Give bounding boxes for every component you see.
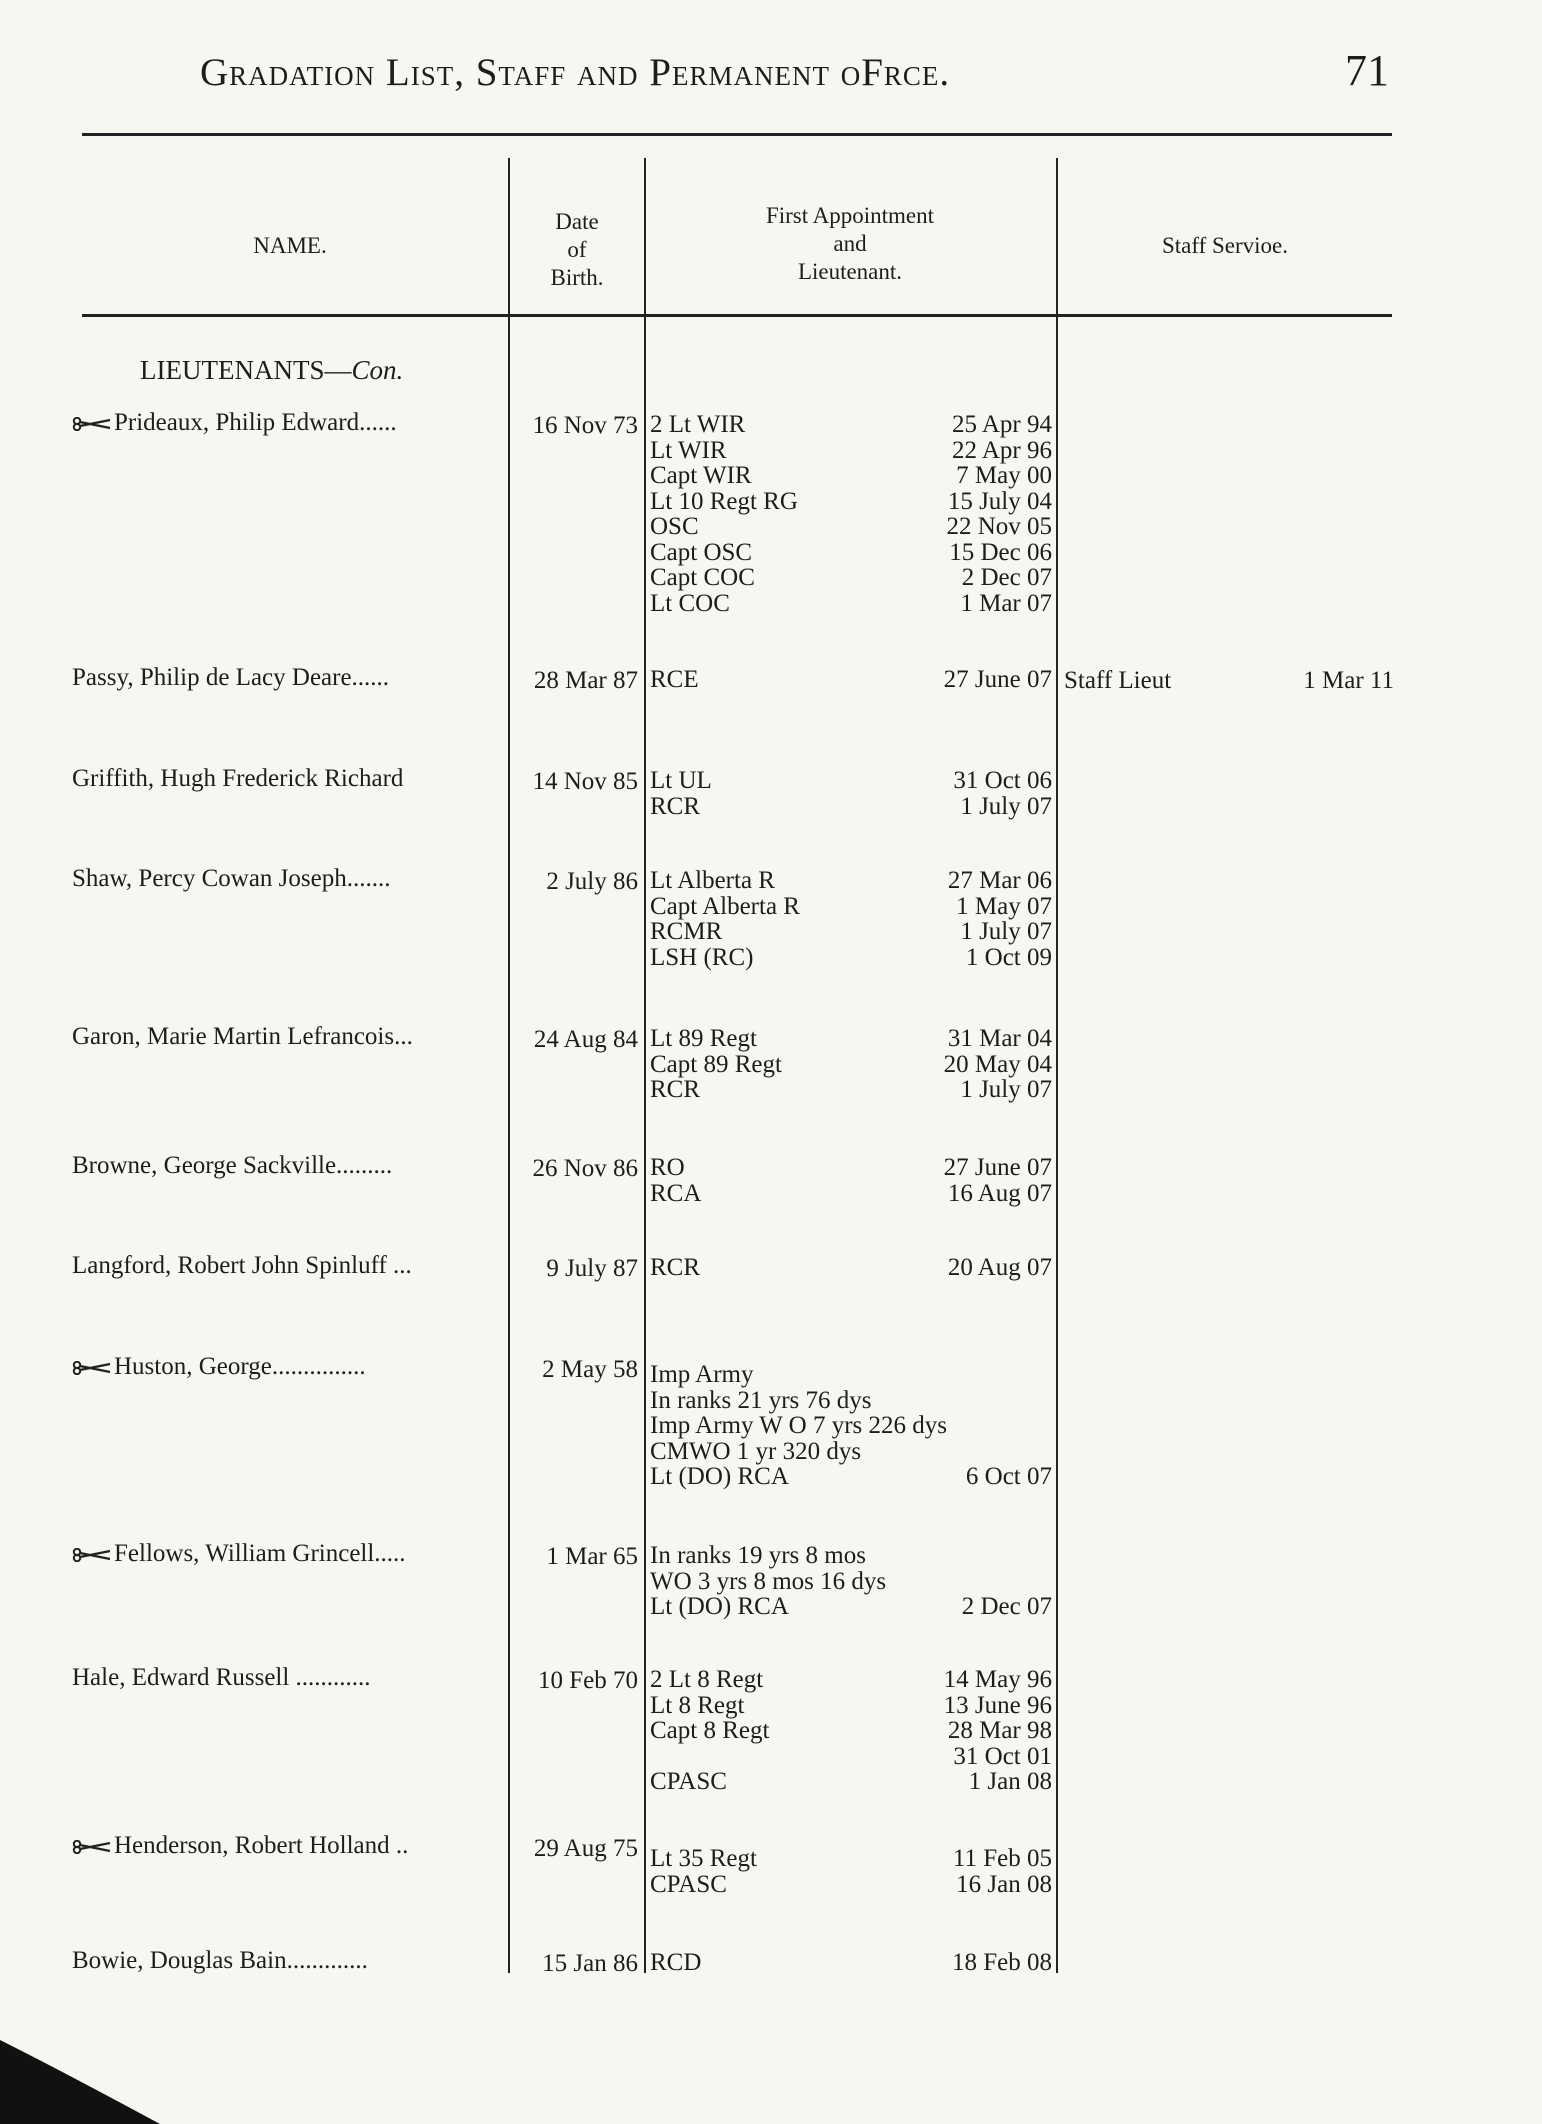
- appointment-title: Lt Alberta R: [650, 867, 775, 894]
- officer-name: [72, 1947, 502, 1975]
- appointment-date: 13 June 96: [943, 1691, 1052, 1719]
- appointment-title: In ranks 19 yrs 8 mos: [650, 1542, 866, 1569]
- appointment-entry: [650, 1077, 1052, 1103]
- appointment-entry: [650, 489, 1052, 515]
- officer-name-text: Henderson, Robert Holland ..: [114, 1832, 409, 1859]
- appointment-date: 1 Mar 07: [960, 589, 1052, 617]
- appointment-date: 7 May 00: [956, 462, 1052, 489]
- appointment-title: Lt 10 Regt RG: [650, 487, 798, 515]
- appointment-title: CPASC: [650, 1870, 727, 1898]
- dob-header-line: Date: [555, 209, 599, 234]
- appointment-list: [650, 1543, 1052, 1620]
- appointment-entry: [650, 591, 1052, 617]
- appointment-title: 2 Lt WIR: [650, 411, 746, 438]
- officer-name: [72, 409, 502, 437]
- appointment-entry: [650, 794, 1052, 820]
- date-of-birth: 29 Aug 75: [533, 1835, 638, 1862]
- appointment-entry: [650, 1255, 1052, 1281]
- date-of-birth: 1 Mar 65: [546, 1543, 638, 1570]
- appointment-entry: [650, 1718, 1052, 1744]
- officer-name-text: Prideaux, Philip Edward......: [114, 409, 397, 436]
- appointment-entry: [650, 768, 1052, 794]
- dob-header-line: Birth.: [550, 265, 604, 290]
- appointment-title: Imp Army: [650, 1361, 754, 1388]
- appointment-date: 27 June 07: [943, 1154, 1052, 1181]
- appointment-entry: [650, 1464, 1052, 1490]
- officer-name-text: Bowie, Douglas Bain.............: [72, 1947, 368, 1974]
- top-rule: [82, 133, 1392, 136]
- appointment-list: [650, 1667, 1052, 1795]
- date-of-birth: 15 Jan 86: [542, 1950, 638, 1977]
- appointment-entry: [650, 540, 1052, 566]
- scissors-icon: [72, 417, 112, 431]
- officer-name-text: Langford, Robert John Spinluff ...: [72, 1252, 412, 1279]
- appointment-title: Lt (DO) RCA: [650, 1463, 789, 1490]
- staff-service-entry: [1064, 667, 1394, 695]
- officer-name-text: Hale, Edward Russell ............: [72, 1664, 371, 1691]
- appointment-entry: [650, 1155, 1052, 1181]
- officer-name-text: Griffith, Hugh Frederick Richard: [72, 765, 404, 792]
- appointment-entry: [650, 919, 1052, 945]
- appointment-entry: [650, 1362, 1052, 1388]
- column-header-staff-service: Staff Servioe.: [1161, 233, 1289, 258]
- appointment-header-line: Lieutenant.: [797, 259, 903, 284]
- officer-name-text: Huston, George...............: [114, 1353, 366, 1380]
- section-suffix: Con.: [351, 355, 404, 385]
- officer-name: [72, 664, 502, 692]
- officer-name-text: Fellows, William Grincell.....: [114, 1540, 406, 1567]
- appointment-title: Lt COC: [650, 589, 730, 617]
- appointment-date: 1 July 07: [960, 1076, 1052, 1103]
- appointment-title: Lt (DO) RCA: [650, 1593, 789, 1620]
- appointment-list: [650, 1155, 1052, 1206]
- officer-name-text: Shaw, Percy Cowan Joseph.......: [72, 865, 391, 892]
- officer-name: [72, 1832, 502, 1860]
- appointment-title: Capt OSC: [650, 538, 753, 566]
- appointment-entry: [650, 894, 1052, 920]
- appointment-entry: [650, 438, 1052, 464]
- appointment-date: 16 Aug 07: [947, 1179, 1052, 1207]
- appointment-entry: [650, 1413, 1052, 1439]
- officer-name: [72, 765, 502, 793]
- column-header-name: NAME.: [253, 233, 327, 258]
- appointment-entry: [650, 868, 1052, 894]
- appointment-date: 20 Aug 07: [947, 1254, 1052, 1281]
- appointment-date: 16 Jan 08: [956, 1870, 1052, 1898]
- appointment-title: CPASC: [650, 1768, 727, 1795]
- appointment-date: 18 Feb 08: [952, 1949, 1052, 1976]
- appointment-list: [650, 768, 1052, 819]
- appointment-title: 2 Lt 8 Regt: [650, 1666, 764, 1693]
- date-of-birth: 10 Feb 70: [538, 1667, 638, 1694]
- appointment-title: Imp Army W O 7 yrs 226 dys: [650, 1412, 947, 1439]
- appointment-title: Capt COC: [650, 564, 755, 591]
- appointment-list: [650, 1026, 1052, 1103]
- appointment-date: 15 Dec 06: [949, 538, 1052, 566]
- appointment-title: Lt 35 Regt: [650, 1845, 757, 1872]
- appointment-title: Lt 8 Regt: [650, 1691, 745, 1719]
- section-label: LIEUTENANTS—: [140, 355, 352, 385]
- staff-role: Staff Lieut: [1064, 667, 1172, 694]
- appointment-entry: [650, 1846, 1052, 1872]
- officer-name-text: Garon, Marie Martin Lefrancois...: [72, 1023, 413, 1050]
- officer-name-text: Browne, George Sackville.........: [72, 1152, 393, 1179]
- appointment-entry: [650, 667, 1052, 693]
- officer-name: [72, 1664, 502, 1692]
- date-of-birth: 9 July 87: [546, 1255, 638, 1282]
- date-of-birth: 24 Aug 84: [533, 1026, 638, 1053]
- appointment-list: [650, 412, 1052, 616]
- appointment-entry: [650, 1543, 1052, 1569]
- appointment-entry: [650, 1744, 1052, 1770]
- scissors-icon: [72, 1361, 112, 1375]
- appointment-entry: [650, 1569, 1052, 1595]
- appointment-date: 27 Mar 06: [947, 867, 1052, 894]
- appointment-date: 6 Oct 07: [965, 1463, 1052, 1490]
- date-of-birth: 14 Nov 85: [532, 768, 638, 795]
- date-of-birth: 2 July 86: [546, 868, 638, 895]
- appointment-title: RO: [650, 1154, 685, 1181]
- appointment-date: 1 July 07: [960, 792, 1052, 820]
- page-title: Gradation List, Staff and Permanent oFrce.: [200, 51, 951, 94]
- officer-name: [72, 1023, 502, 1051]
- appointment-title: WO 3 yrs 8 mos 16 dys: [650, 1567, 887, 1595]
- dob-header-line: of: [567, 237, 587, 262]
- officer-name: [72, 1252, 502, 1280]
- date-of-birth: 16 Nov 73: [532, 412, 638, 439]
- appointment-title: RCMR: [650, 918, 723, 945]
- appointment-entry: [650, 1026, 1052, 1052]
- appointment-date: 1 May 07: [956, 892, 1052, 920]
- appointment-entry: [650, 1439, 1052, 1465]
- appointment-title: Lt UL: [650, 767, 712, 794]
- appointment-list: [650, 1846, 1052, 1897]
- appointment-entry: [650, 1693, 1052, 1719]
- section-heading: [140, 355, 403, 386]
- appointment-date: 31 Mar 04: [947, 1025, 1052, 1052]
- appointment-date: 22 Apr 96: [952, 436, 1052, 464]
- date-of-birth: 26 Nov 86: [532, 1155, 638, 1182]
- appointment-date: 31 Oct 06: [953, 767, 1052, 794]
- appointment-date: 31 Oct 01: [953, 1742, 1052, 1770]
- appointment-title: RCA: [650, 1179, 702, 1207]
- officer-name: [72, 1353, 502, 1381]
- column-divider-2: [644, 158, 646, 1973]
- appointment-title: Lt 89 Regt: [650, 1025, 757, 1052]
- appointment-date: 20 May 04: [943, 1050, 1052, 1078]
- header-bottom-rule: [82, 314, 1392, 317]
- appointment-date: 2 Dec 07: [961, 1593, 1052, 1620]
- appointment-entry: [650, 412, 1052, 438]
- appointment-list: [650, 1950, 1052, 1976]
- appointment-title: LSH (RC): [650, 943, 754, 971]
- appointment-date: 22 Nov 05: [946, 513, 1052, 540]
- appointment-date: 11 Feb 05: [952, 1845, 1052, 1872]
- appointment-date: 28 Mar 98: [947, 1717, 1052, 1744]
- appointment-list: [650, 1255, 1052, 1281]
- appointment-title: Lt WIR: [650, 436, 727, 464]
- appointment-entry: [650, 514, 1052, 540]
- appointment-list: [650, 667, 1052, 693]
- officer-name-text: Passy, Philip de Lacy Deare......: [72, 664, 390, 691]
- appointment-header-line: First Appointment: [765, 203, 935, 228]
- appointment-entry: [650, 1181, 1052, 1207]
- appointment-title: CMWO 1 yr 320 dys: [650, 1437, 862, 1465]
- appointment-title: In ranks 21 yrs 76 dys: [650, 1386, 872, 1414]
- appointment-entry: [650, 565, 1052, 591]
- appointment-entry: [650, 1872, 1052, 1898]
- page-number: 71: [1345, 46, 1389, 95]
- appointment-entry: [650, 463, 1052, 489]
- appointment-title: RCD: [650, 1949, 702, 1976]
- appointment-title: OSC: [650, 513, 699, 540]
- appointment-entry: [650, 1388, 1052, 1414]
- appointment-date: 1 Oct 09: [965, 943, 1052, 971]
- date-of-birth: 28 Mar 87: [533, 667, 638, 694]
- appointment-entry: [650, 1594, 1052, 1620]
- appointment-entry: [650, 1950, 1052, 1976]
- scissors-icon: [72, 1548, 112, 1562]
- appointment-list: [650, 868, 1052, 970]
- appointment-title: RCE: [650, 666, 699, 693]
- appointment-entry: [650, 1052, 1052, 1078]
- appointment-date: 1 July 07: [960, 918, 1052, 945]
- appointment-date: 15 July 04: [947, 487, 1052, 515]
- column-header-first-appointment: [650, 202, 1050, 286]
- appointment-title: RCR: [650, 1076, 701, 1103]
- appointment-date: 14 May 96: [943, 1666, 1052, 1693]
- appointment-title: Capt 89 Regt: [650, 1050, 782, 1078]
- officer-name: [72, 865, 502, 893]
- officer-name: [72, 1152, 502, 1180]
- appointment-date: 2 Dec 07: [961, 564, 1052, 591]
- appointment-title: Capt 8 Regt: [650, 1717, 770, 1744]
- date-of-birth: 2 May 58: [542, 1356, 638, 1383]
- column-divider-3: [1056, 158, 1058, 1973]
- appointment-title: Capt WIR: [650, 462, 752, 489]
- appointment-date: 25 Apr 94: [952, 411, 1052, 438]
- scissors-icon: [72, 1840, 112, 1854]
- appointment-list: [650, 1362, 1052, 1490]
- officer-name: [72, 1540, 502, 1568]
- appointment-date: 27 June 07: [943, 666, 1052, 693]
- appointment-header-line: and: [833, 231, 867, 256]
- appointment-title: Capt Alberta R: [650, 892, 800, 920]
- column-header-dob: [512, 208, 642, 292]
- appointment-title: RCR: [650, 1254, 701, 1281]
- staff-date: 1 Mar 11: [1303, 667, 1394, 694]
- appointment-entry: [650, 1667, 1052, 1693]
- appointment-date: 1 Jan 08: [968, 1768, 1052, 1795]
- appointment-title: RCR: [650, 792, 701, 820]
- appointment-entry: [650, 945, 1052, 971]
- appointment-entry: [650, 1769, 1052, 1795]
- page-corner-shadow: [0, 2030, 160, 2124]
